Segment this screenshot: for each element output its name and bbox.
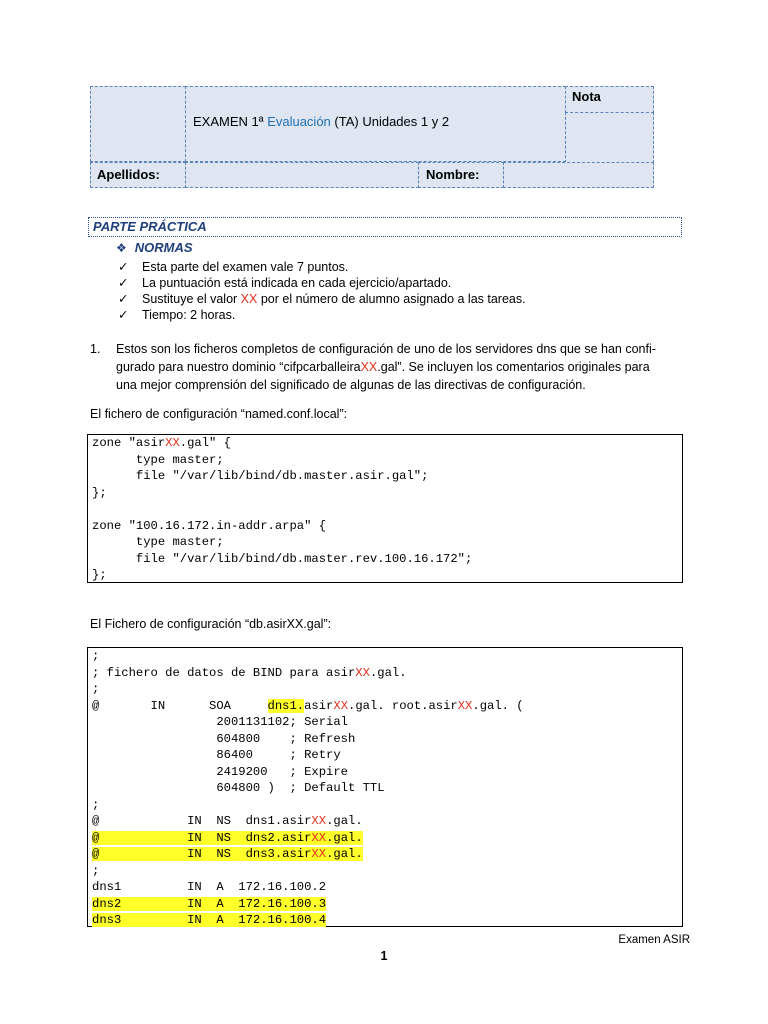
normas-heading: ❖ NORMAS bbox=[116, 240, 193, 255]
file2-caption: El Fichero de configuración “db.asirXX.gal”: bbox=[90, 617, 332, 631]
code-line: @ IN NS dns3.asirXX.gal. bbox=[92, 847, 363, 861]
db-zone-code bbox=[88, 648, 682, 929]
nombre-label: Nombre: bbox=[426, 167, 480, 182]
code-line: 2001131102; Serial bbox=[92, 715, 348, 729]
rule-item: ✓ Tiempo: 2 horas. bbox=[118, 308, 236, 322]
code-line: ; fichero de datos de BIND para asirXX.gal. bbox=[92, 665, 407, 680]
header-logo-cell bbox=[90, 86, 186, 162]
code-line: 604800 ; Refresh bbox=[92, 731, 356, 746]
checkmark-icon: ✓ bbox=[118, 260, 129, 274]
apellidos-label: Apellidos: bbox=[97, 167, 160, 182]
nombre-field[interactable] bbox=[503, 162, 654, 188]
rule-item: ✓ Sustituye el valor XX por el número de alumno asignado a las tareas. bbox=[118, 292, 526, 306]
question-1: 1. Estos son los ficheros completos de configuración de uno de los servidores dns que se han confi- gurado para nuestro dominio “cifpcarballeiraXX.gal”. Se incluyen los comentarios originales para una mejor comprensión del significado de algunas de las directivas de configuración. bbox=[90, 342, 656, 392]
code-line: 604800 ) ; Default TTL bbox=[92, 781, 385, 795]
code-line: 86400 ; Retry bbox=[92, 748, 341, 762]
nota-value-cell[interactable] bbox=[565, 112, 654, 163]
code-line: dns1 IN A 172.16.100.2 bbox=[92, 880, 327, 894]
code-line: file "/var/lib/bind/db.master.asir.gal"; bbox=[92, 469, 429, 483]
rule-item: ✓ La puntuación está indicada en cada ejercicio/apartado. bbox=[118, 276, 452, 290]
checkmark-icon: ✓ bbox=[118, 292, 129, 306]
code-line: ; bbox=[92, 797, 100, 812]
code-line: type master; bbox=[92, 452, 224, 467]
apellidos-field[interactable] bbox=[185, 162, 419, 188]
code-line: @ IN SOA dns1.asirXX.gal. root.asirXX.gal. ( bbox=[92, 698, 524, 713]
code-line: @ IN NS dns2.asirXX.gal. bbox=[92, 830, 363, 845]
code-line: }; bbox=[92, 568, 107, 582]
code-line: dns3 IN A 172.16.100.4 bbox=[92, 913, 327, 927]
header-title-cell bbox=[185, 86, 566, 162]
code-line: ; bbox=[92, 682, 100, 696]
diamond-bullet-icon: ❖ bbox=[116, 241, 127, 255]
footer-label: Examen ASIR bbox=[618, 934, 690, 946]
checkmark-icon: ✓ bbox=[118, 276, 129, 290]
code-line: @ IN NS dns1.asirXX.gal. bbox=[92, 814, 363, 828]
checkmark-icon: ✓ bbox=[118, 308, 129, 322]
nota-label: Nota bbox=[572, 89, 601, 104]
file1-caption: El fichero de configuración “named.conf.local”: bbox=[90, 407, 348, 421]
code-line: 2419200 ; Expire bbox=[92, 764, 348, 779]
evaluacion-word: Evaluación bbox=[267, 114, 331, 129]
exam-header-table bbox=[90, 86, 654, 188]
code-line: type master; bbox=[92, 535, 224, 549]
code-line: file "/var/lib/bind/db.master.rev.100.16.172"; bbox=[92, 551, 473, 566]
named-conf-code-box bbox=[87, 434, 683, 583]
exam-title: EXAMEN 1ª Evaluación (TA) Unidades 1 y 2 bbox=[193, 114, 450, 129]
code-line bbox=[92, 501, 682, 518]
page-number: 1 bbox=[380, 949, 388, 963]
nota-label-cell bbox=[565, 86, 654, 113]
code-line: dns2 IN A 172.16.100.3 bbox=[92, 896, 327, 911]
question-number: 1. bbox=[90, 342, 101, 356]
code-line: zone "asirXX.gal" { bbox=[92, 436, 231, 450]
nombre-label-cell bbox=[418, 162, 504, 188]
db-zone-code-box bbox=[87, 647, 683, 927]
rule-item: ✓ Esta parte del examen vale 7 puntos. bbox=[118, 260, 349, 274]
code-line: }; bbox=[92, 485, 107, 500]
code-line: ; bbox=[92, 649, 100, 663]
apellidos-label-cell bbox=[90, 162, 186, 188]
named-conf-code bbox=[88, 435, 682, 584]
code-line: zone "100.16.172.in-addr.arpa" { bbox=[92, 518, 327, 533]
parte-practica-heading: PARTE PRÁCTICA bbox=[88, 217, 682, 237]
code-line: ; bbox=[92, 863, 100, 878]
